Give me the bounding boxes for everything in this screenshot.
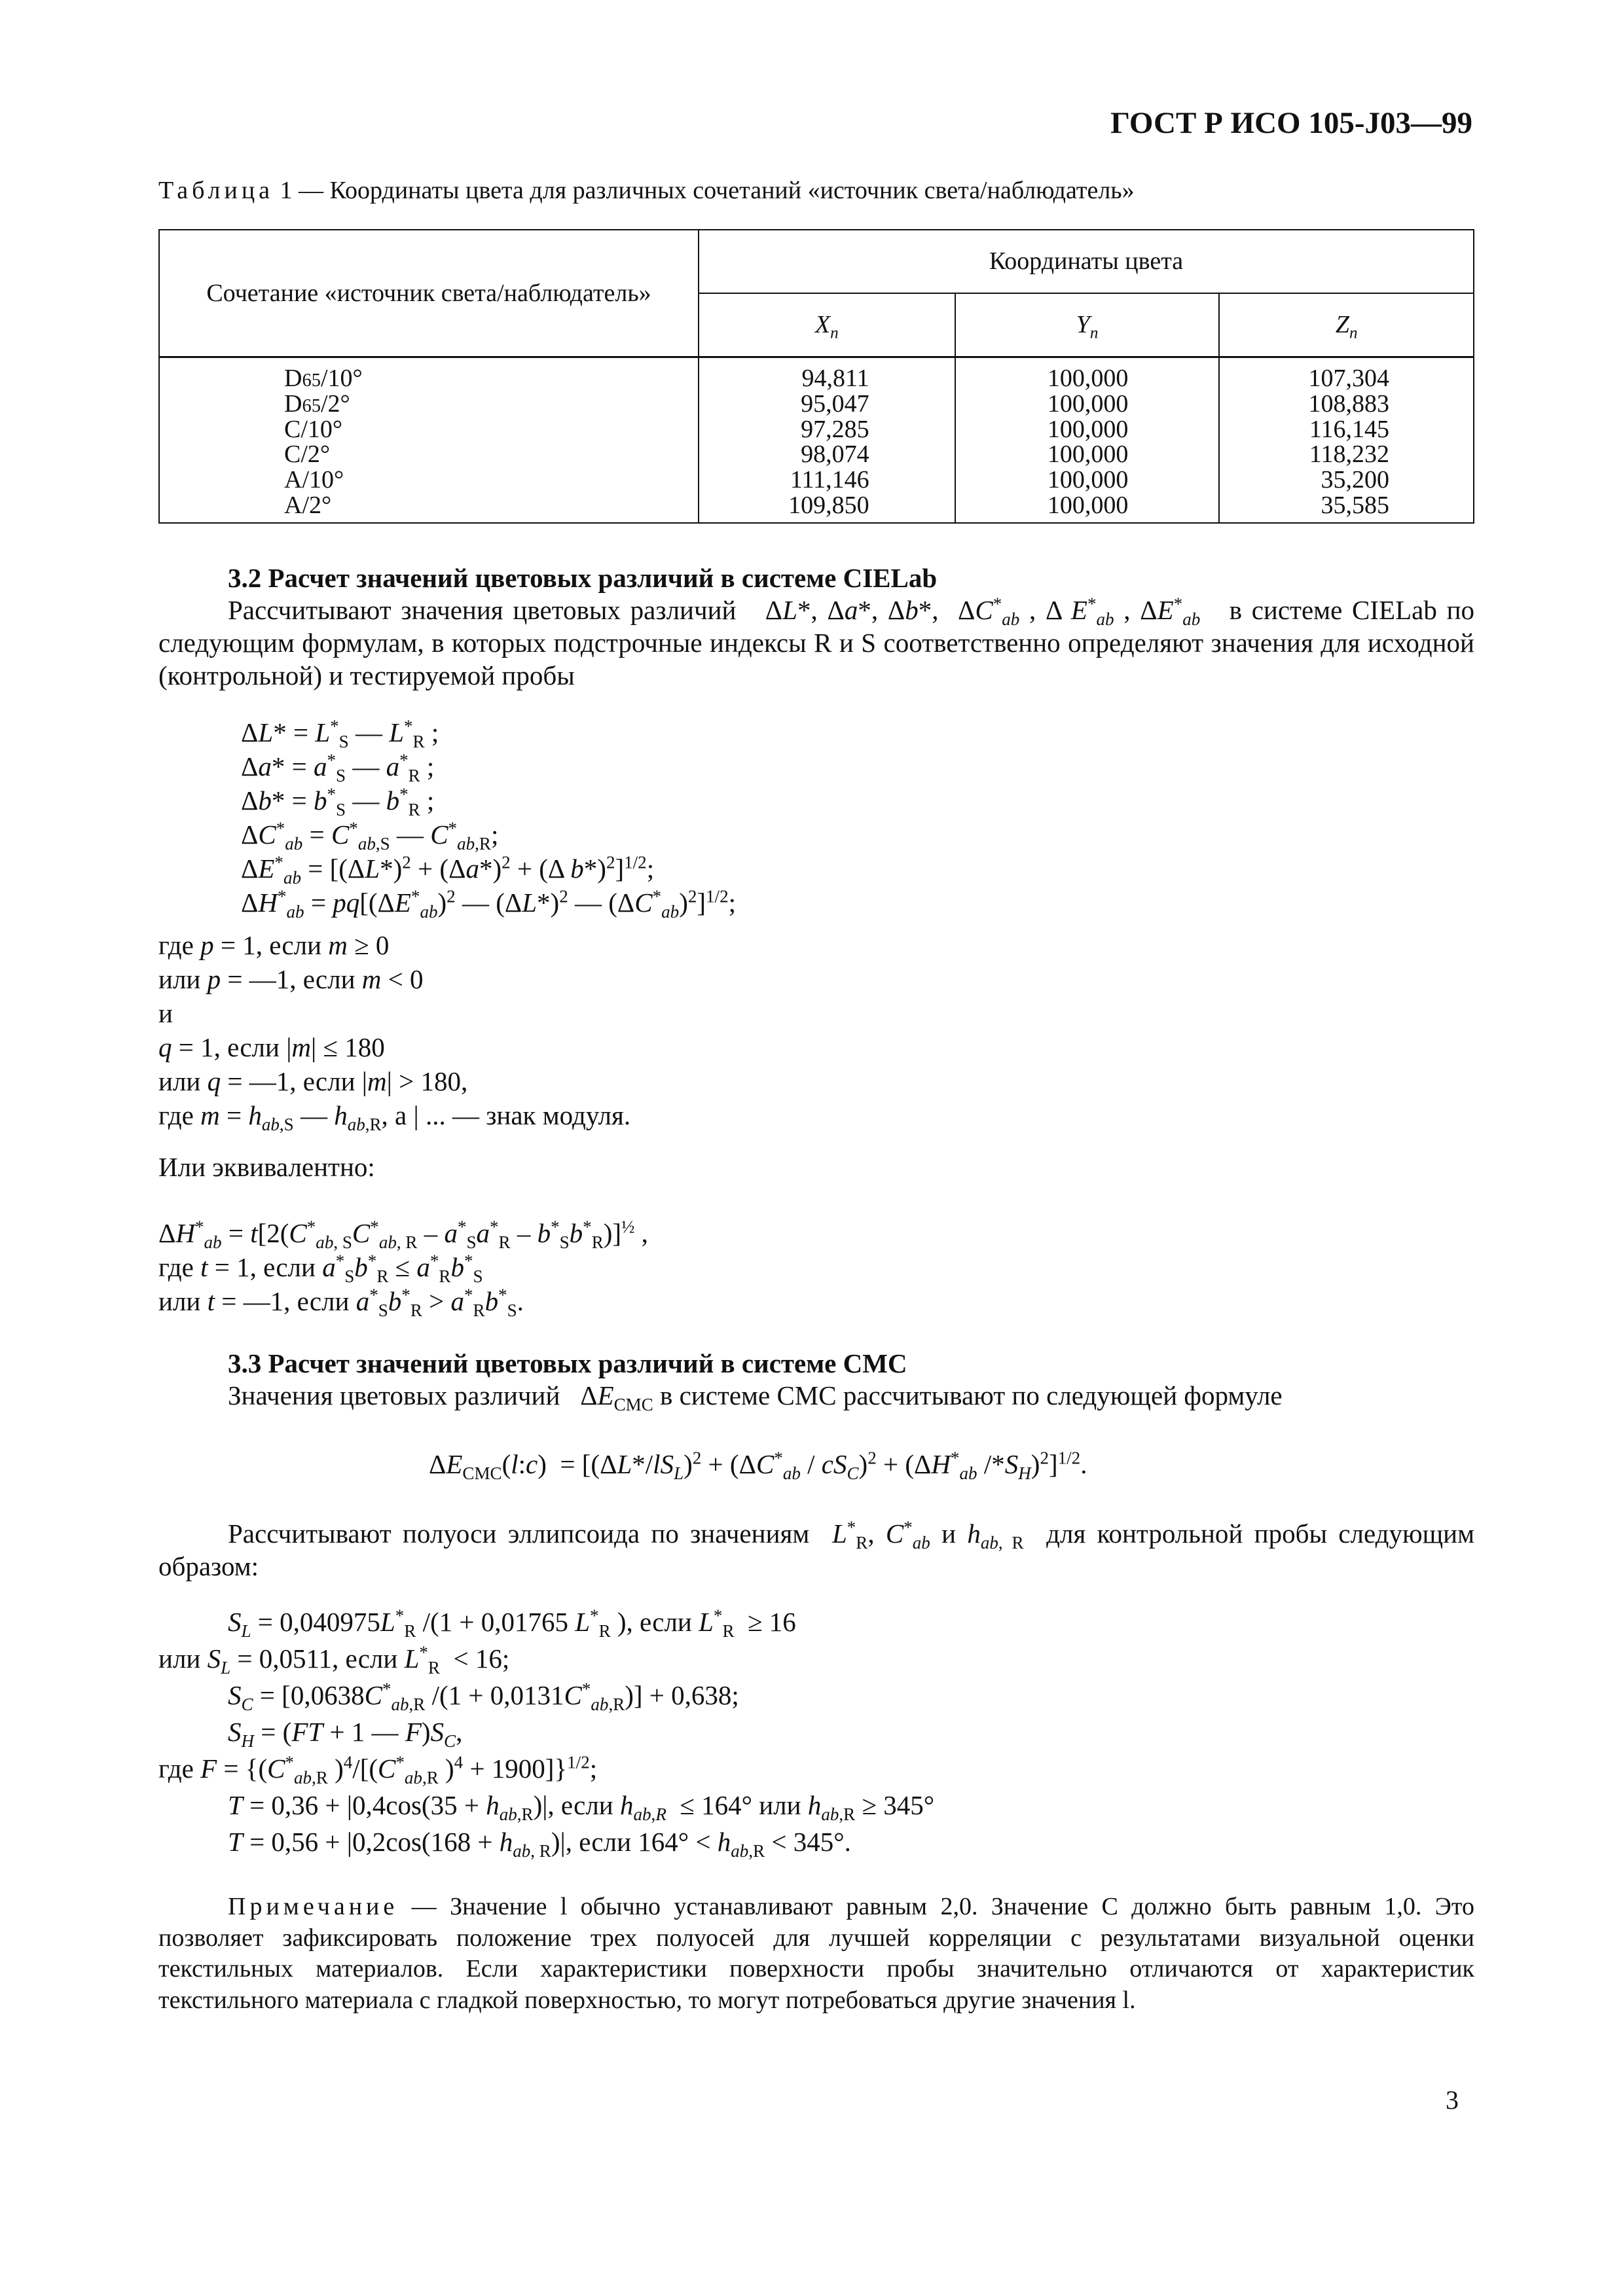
page-number: 3 [1446,2085,1459,2115]
cell-zn: 35,585 [1321,491,1389,519]
section-3-3-heading: 3.3 Расчет значений цветовых различий в системе CMC [228,1348,907,1378]
zn-column [1219,357,1474,523]
header-zn: $Z_n$ [1219,293,1474,357]
intro-text-b: в системе CIELab по следующим формулам, в которых подстрочные индексы R и S соответственно определяют значения для исходной (контрольной) и тестируемой пробы [158,595,1475,691]
intro-text-a: Рассчитывают значения цветовых различий [228,595,737,625]
formula-delta-e-cmc: $\Delta E_{CMC}(l:c) = [(\Delta L*/lS_L)^2 + (\Delta C^*_{ab} / cS_C)^2 + (\Delta H^*_{ab}$ $/*S_H)^2]^{1/2}$. [429,1448,1087,1484]
formula-f: где $F = \{(C^*_{ab,R}$ )$^4/[(C^*_{ab,R}$ )$^4$ + 1900]}$^{1/2}$; [158,1752,598,1788]
equivalently-label: Или эквивалентно: [158,1152,375,1182]
table-caption [158,175,1135,206]
cell-zn: 35,200 [1321,466,1389,493]
formula-delta-e: $\Delta E^*_{ab} = [(\Delta L*)^2 + (\Delta a*)^2 + (\Delta$ b*)$^2$]$^{1/2}$; [241,852,655,888]
row-label: C/10° [284,415,343,443]
document-code: ГОСТ Р ИСО 105-J03—99 [1110,106,1472,140]
combination-column [159,357,699,523]
condition-p-positive: где p = 1, если m ≥ 0 [158,930,390,960]
header-xn: $X_n$ [699,293,955,357]
cell-yn: 100,000 [1047,466,1129,493]
cell-xn: 95,047 [801,389,869,418]
header-yn: $Y_n$ [955,293,1220,357]
cell-yn: 100,000 [1047,440,1129,469]
note-label: Примечание [228,1893,399,1920]
condition-t-positive: где t = 1, если $a^*_Sb^*_R \le a^*_Rb^*_S$ [158,1251,483,1287]
formula-delta-h: $\Delta H^*_{ab} = pq[(\Delta E^*_{ab})^2$ — $(\Delta L*)^2$ — $(\Delta C^*_{ab})^2]^{1/2}$; [241,886,736,922]
formula-delta-h-alt: $\Delta H^*_{ab} = t[2(C^*_{ab, S}C^*_{ab, R} - a^*_Sa^*_R - b^*_Sb^*_R)]^{\frac{1}{2}}$ , [158,1217,648,1253]
formula-delta-a: $\Delta a* = a^*_S$ — $a^*_R$ ; [241,750,435,786]
color-coordinates-table [158,229,1474,524]
section-3-3-intro [228,1379,1283,1415]
formula-t-2: $T = 0,56 + |0,2\cos(168 + h_{ab, R})|$, если $164^\circ < h_{ab,R} < 345^\circ$. [228,1827,851,1861]
cell-xn: 98,074 [801,440,869,469]
cell-zn: 116,145 [1309,415,1389,443]
cmc-formulas [158,1604,934,1860]
formula-sl: $S_L = 0,040975L^*_R$ /(1 + 0,01765 $L^*_R$ ), если $L^*_R \ge 16$ [228,1605,796,1641]
header-combination: Сочетание «источник света/наблюдатель» [159,230,699,357]
section-3-2-heading: 3.2 Расчет значений цветовых различий в системе CIELab [228,563,938,593]
note-text: — Значение l обычно устанавливают равным 2,0. Значение C должно быть равным 1,0. Это позволяет зафиксировать положение трех полуосей для лучшей корреляции с результатами визуальной оценки текстильных материалов. Если характеристики поверхности пробы значительно отличаются от характеристик текстильного материала с гладкой поверхностью, то могут потребоваться другие значения l. [158,1893,1474,2014]
header-color-coordinates: Координаты цвета [699,230,1474,293]
alt-hue-formula [158,1216,648,1321]
cmc-intro-a: Значения цветовых различий [228,1380,560,1410]
cmc-intro-symbol: $\Delta E_{CMC}$ [566,1380,653,1415]
cell-xn: 109,850 [788,491,869,519]
cmc-intro-b: в системе CMC рассчитывают по следующей формуле [660,1380,1283,1410]
section-3-2-intro [158,594,1474,692]
note-block [158,1892,1474,2016]
conditions-block [158,928,631,1135]
formula-delta-c: $\Delta C^*_{ab} = C^*_{ab,S}$ — $C^*_{ab,R}$; [241,818,499,854]
row-label: C/2° [284,440,331,469]
cell-zn: 118,232 [1309,440,1389,469]
condition-q-positive: q = 1, если |m| ≤ 180 [158,1032,385,1062]
table-caption-text: 1 — Координаты цвета для различных сочетаний «источник света/наблюдатель» [280,177,1135,204]
row-label: D65/10° [284,365,363,392]
condition-m-definition: где $m = h_{ab,S}$ — $h_{ab,R}$, а | ... — знак модуля. [158,1100,631,1135]
formula-sc: $S_C = [0,0638C^*_{ab,R}$ $/(1 + 0,0131C^*_{ab,R})] + 0,638$; [228,1679,739,1715]
semi-axes-text-b: для контрольной пробы следующим образом: [158,1518,1475,1582]
condition-and: и [158,998,173,1028]
condition-t-negative: или t = —1, если $a^*_Sb^*_R > a^*_Rb^*_S$. [158,1285,524,1321]
formula-t-1: $T = 0,36 + |0,4\cos(35 + h_{ab,R})|$, если $h_{ab,R} \le 164^\circ$ или $h_{ab,R} \ge 345^\circ$ [228,1790,935,1825]
cell-yn: 100,000 [1047,365,1129,392]
formula-delta-l: $\Delta L* = L^*_S$ — $L^*_R$ ; [241,716,439,752]
row-label: D65/2° [284,389,350,418]
formula-sl-alt: или $S_L = 0,0511$, если $L^*_R < 16$; [158,1642,510,1678]
cell-xn: 97,285 [801,415,869,443]
semi-axes-text-a: Рассчитывают полуоси эллипсоида по значениям [228,1518,810,1549]
table-caption-label: Таблица [158,177,274,204]
row-label: A/2° [284,491,332,519]
cell-yn: 100,000 [1047,389,1129,418]
cielab-formulas [241,715,736,920]
cell-xn: 94,811 [801,365,869,392]
cell-zn: 107,304 [1308,365,1389,392]
formula-delta-b: $\Delta b* = b^*_S$ — $b^*_R$ ; [241,784,435,820]
condition-q-negative: или q = —1, если |m| > 180, [158,1066,468,1096]
cell-yn: 100,000 [1047,415,1129,443]
condition-p-negative: или p = —1, если m < 0 [158,964,424,994]
formula-sh: $S_H = (FT + 1$ — $F)S_C$, [228,1717,463,1751]
semi-axes-symbols: $L^*_R$, $C^*_{ab}$ и $h_{ab, R}$ [831,1517,1024,1553]
xn-column [699,357,955,523]
semi-axes-intro [158,1517,1474,1583]
cell-yn: 100,000 [1047,491,1129,519]
yn-column [955,357,1220,523]
intro-symbols: ΔL*, Δa*, Δb*, $\Delta C^*_{ab}$ , Δ $E^*_{ab}$ , $\Delta E^*_{ab}$ [746,594,1201,630]
cell-xn: 111,146 [790,466,869,493]
row-label: A/10° [284,466,344,493]
cell-zn: 108,883 [1308,389,1389,418]
